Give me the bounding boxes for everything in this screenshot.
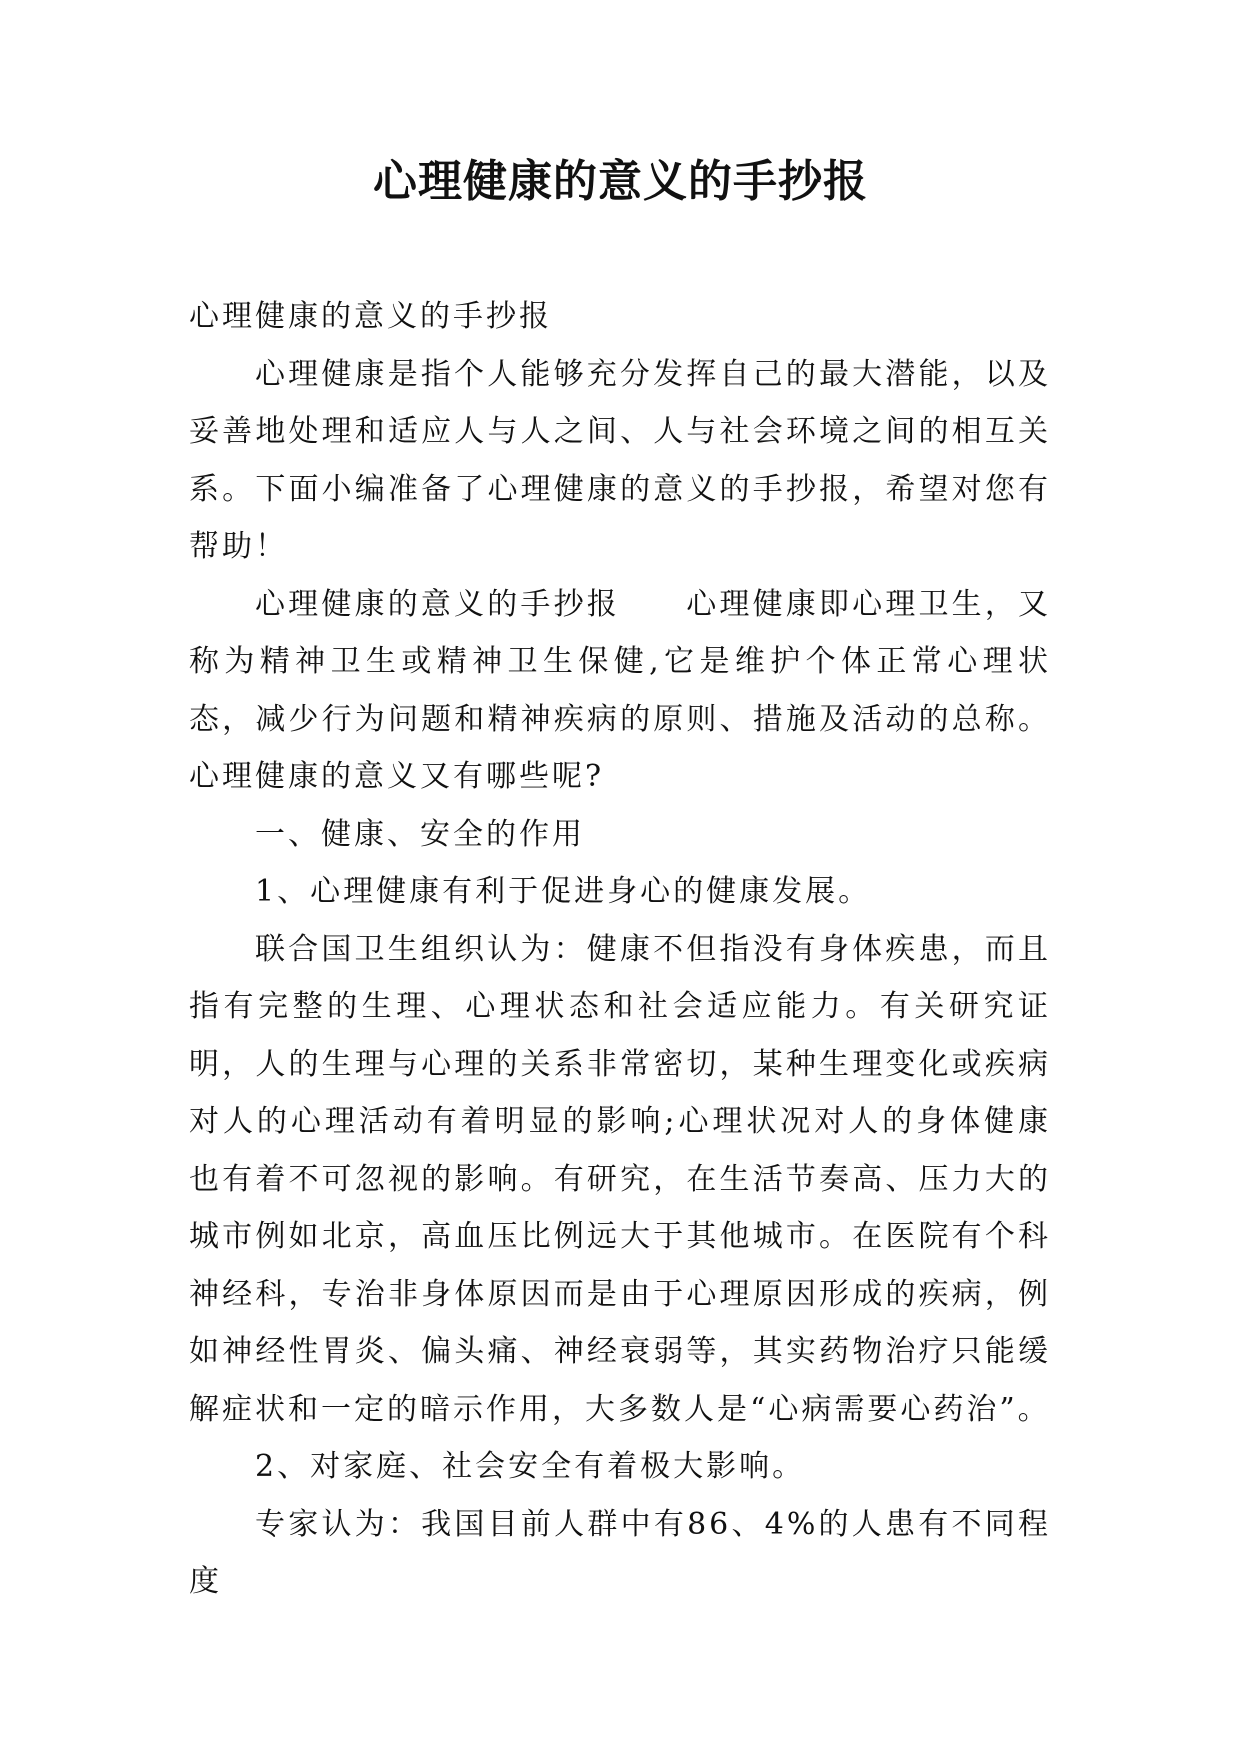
subsection-heading-2: 2、对家庭、社会安全有着极大影响。 — [255, 1449, 806, 1484]
paragraph-heading: 心理健康的意义的手抄报 — [189, 299, 552, 334]
paragraph-definition: 心理健康的意义的手抄报 心理健康即心理卫生，又称为精神卫生或精神卫生保健,它是维护个体正常心理状态，减少行为问题和精神疾病的原则、措施及活动的总称。心理健康的意义又有哪些呢? — [189, 586, 1051, 794]
document-title: 心理健康的意义的手抄报 — [373, 156, 868, 207]
paragraph-intro: 心理健康是指个人能够充分发挥自己的最大潜能，以及妥善地处理和适应人与人之间、人与社会环境之间的相互关系。下面小编准备了心理健康的意义的手抄报，希望对您有帮助！ — [189, 356, 1051, 564]
document-body — [189, 288, 1051, 1611]
paragraph-who-definition: 联合国卫生组织认为：健康不但指没有身体疾患，而且指有完整的生理、心理状态和社会适应能力。有关研究证明，人的生理与心理的关系非常密切，某种生理变化或疾病对人的心理活动有着明显的影响;心理状况对人的身体健康也有着不可忽视的影响。有研究，在生活节奏高、压力大的城市例如北京，高血压比例远大于其他城市。在医院有个科神经科，专治非身体原因而是由于心理原因形成的疾病，例如神经性胃炎、偏头痛、神经衰弱等，其实药物治疗只能缓解症状和一定的暗示作用，大多数人是“心病需要心药治”。 — [189, 931, 1051, 1427]
section-heading: 一、健康、安全的作用 — [255, 816, 585, 852]
paragraph-expert-view: 专家认为：我国目前人群中有86、4%的人患有不同程度 — [189, 1506, 1051, 1599]
subsection-heading-1: 1、心理健康有利于促进身心的健康发展。 — [255, 874, 872, 909]
